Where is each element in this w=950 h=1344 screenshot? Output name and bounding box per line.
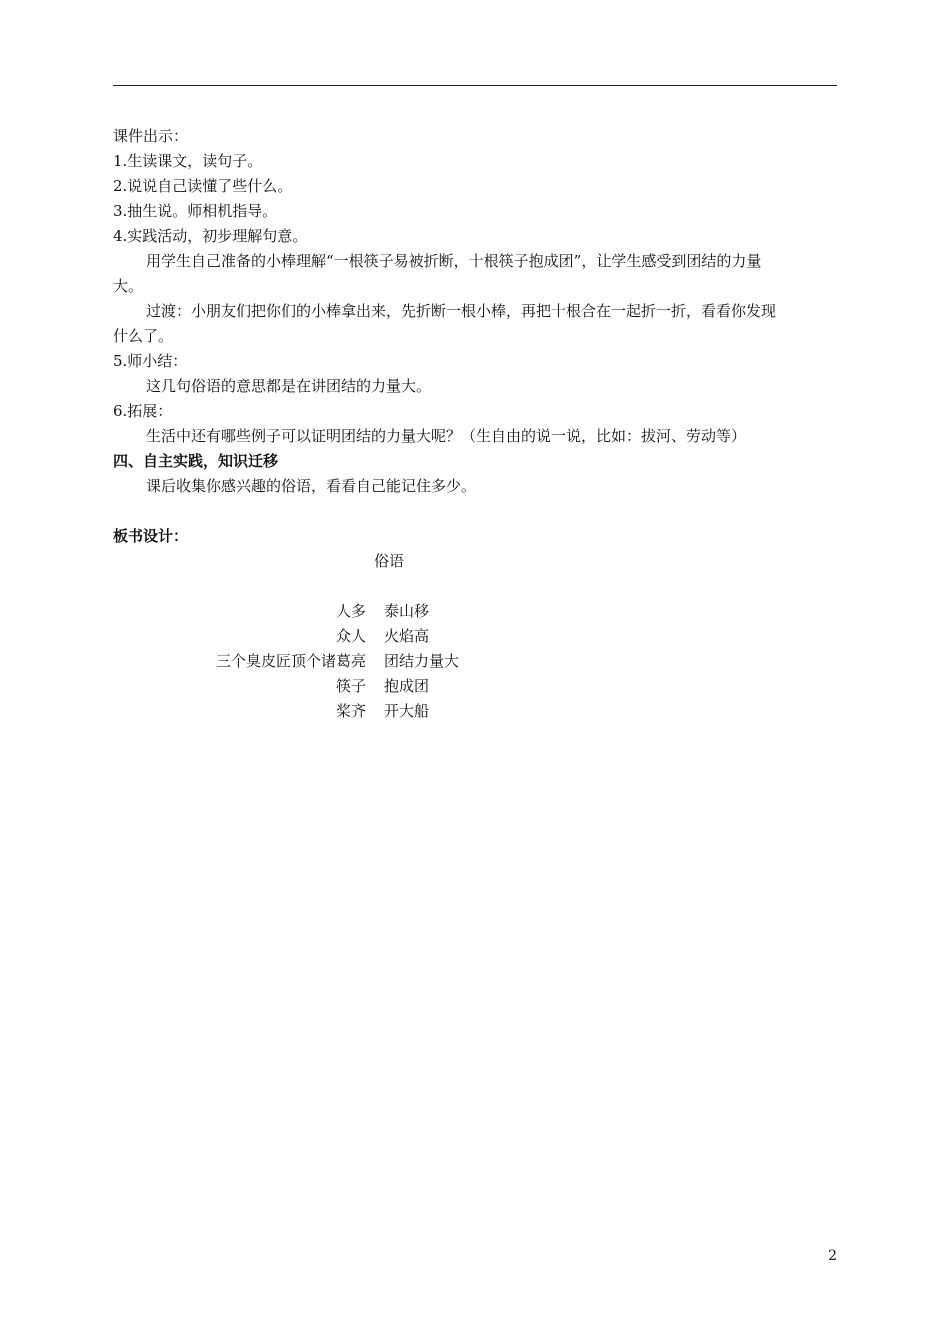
board-row — [113, 699, 837, 724]
board-title: 俗语 — [373, 552, 404, 570]
list-item: 4.实践活动，初步理解句意。 — [113, 227, 308, 245]
summary-text: 这几句俗语的意思都是在讲团结的力量大。 — [146, 377, 432, 395]
board-row-left: 众人 — [335, 627, 366, 645]
document-body — [113, 124, 837, 724]
board-heading: 板书设计： — [113, 527, 189, 545]
list-item: 3.抽生说。师相机指导。 — [113, 202, 278, 220]
transition-paragraph-line-1: 过渡：小朋友们把你们的小棒拿出来，先折断一根小棒，再把十根合在一起折一折，看看你发现 — [146, 302, 777, 320]
board-row-right: 开大船 — [384, 702, 430, 720]
section-4-text: 课后收集你感兴趣的俗语，看看自己能记住多少。 — [146, 477, 477, 495]
board-row — [113, 674, 837, 699]
board-row-left: 桨齐 — [335, 702, 366, 720]
board-row-left: 人多 — [335, 602, 366, 620]
activity-paragraph-1-line-1: 用学生自己准备的小棒理解“一根筷子易被折断，十根筷子抱成团”，让学生感受到团结的力量 — [146, 252, 762, 270]
transition-paragraph-line-2: 什么了。 — [113, 327, 174, 345]
board-row — [113, 624, 837, 649]
board-row-left: 筷子 — [335, 677, 366, 695]
extend-text: 生活中还有哪些例子可以证明团结的力量大呢？（生自由的说一说，比如：拔河、劳动等） — [146, 427, 747, 445]
list-item: 1.生读课文，读句子。 — [113, 152, 263, 170]
courseware-intro: 课件出示： — [113, 127, 189, 145]
board-row — [113, 599, 837, 624]
page-number: 2 — [828, 1248, 837, 1264]
board-row-left: 三个臭皮匠顶个诸葛亮 — [215, 652, 366, 670]
activity-paragraph-1-line-2: 大。 — [113, 277, 144, 295]
list-item: 2.说说自己读懂了些什么。 — [113, 177, 293, 195]
board-row-right: 火焰高 — [384, 627, 430, 645]
board-row — [113, 649, 837, 674]
spacer — [113, 499, 837, 524]
extend-heading: 6.拓展： — [113, 402, 173, 420]
board-row-right: 抱成团 — [384, 677, 430, 695]
spacer — [113, 574, 837, 599]
header-rule — [113, 85, 837, 86]
section-4-heading: 四、自主实践，知识迁移 — [113, 452, 279, 470]
summary-heading: 5.师小结： — [113, 352, 188, 370]
board-row-right: 团结力量大 — [384, 652, 460, 670]
board-row-right: 泰山移 — [384, 602, 430, 620]
